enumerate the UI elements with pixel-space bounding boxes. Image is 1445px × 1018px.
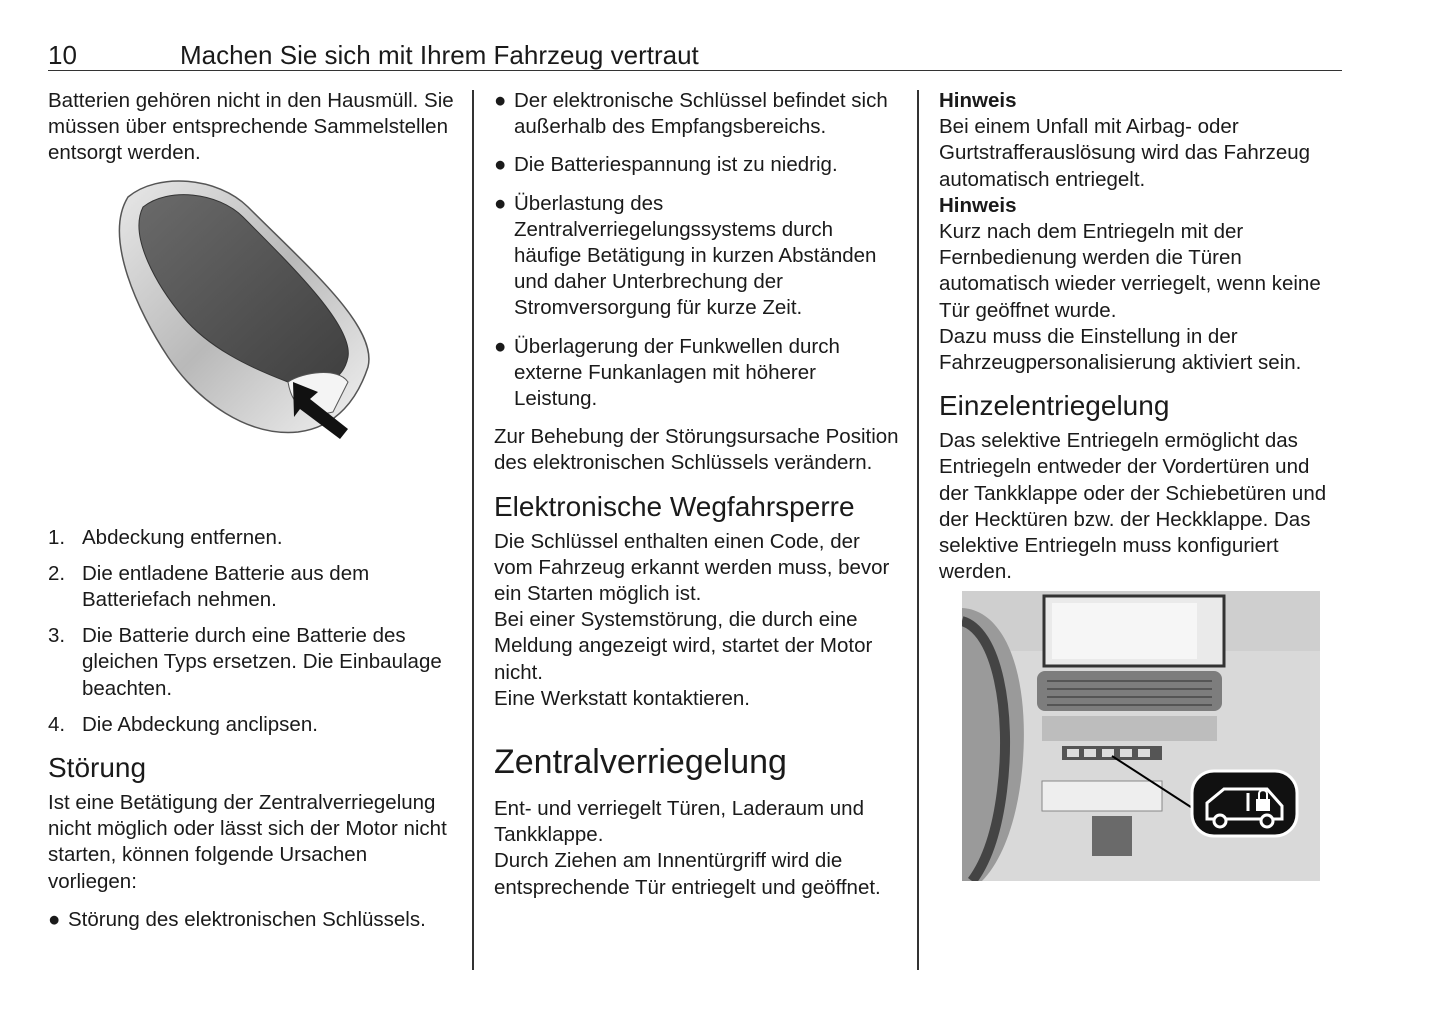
section-heading-zentralverriegelung: Zentralverriegelung [494, 743, 787, 782]
page-number: 10 [48, 40, 77, 70]
list-item: 2. Die entladene Batterie aus dem Batteriefach nehmen. [48, 561, 370, 612]
wegfahrsperre-text: Bei einer Systemstörung, die durch eine Meldung angezeigt wird, startet der Motor nicht. [494, 608, 873, 684]
column-right [939, 88, 1344, 881]
column-divider [917, 90, 919, 970]
hinweis-text: Bei einem Unfall mit Airbag- oder Gurtstrafferauslösung wird das Fahrzeug automatisch entriegelt. [939, 115, 1311, 191]
einzelentriegelung-text: Das selektive Entriegeln ermöglicht das Entriegeln entweder der Vordertüren und der Tankklappe oder der Schiebetüren und der Hecktüren bzw. der Heckklappe. Das selektive Entriegeln muss konfiguriert werden. [939, 429, 1327, 584]
wegfahrsperre-text: Eine Werkstatt kontaktieren. [494, 686, 750, 710]
stoerung-text: Ist eine Betätigung der Zentralverriegelung nicht möglich oder lässt sich der Motor nicht starten, können folgende Ursachen vorliegen: [48, 791, 447, 893]
list-item: ● Der elektronische Schlüssel befindet sich außerhalb des Empfangsbereichs. [494, 89, 888, 139]
column-middle [494, 88, 904, 901]
list-item: 1. Abdeckung entfernen. [48, 525, 283, 549]
zentralverriegelung-text: Ent- und verriegelt Türen, Laderaum und Tankklappe. [494, 797, 864, 847]
key-fob-illustration [48, 177, 458, 517]
column-divider [472, 90, 474, 970]
list-item: ● Störung des elektronischen Schlüssels. [48, 907, 426, 931]
dashboard-illustration [962, 591, 1320, 881]
section-heading-stoerung: Störung [48, 752, 147, 784]
list-item: 4. Die Abdeckung anclipsen. [48, 712, 318, 736]
section-heading-einzelentriegelung: Einzelentriegelung [939, 390, 1170, 422]
wegfahrsperre-text: Die Schlüssel enthalten einen Code, der vom Fahrzeug erkannt werden muss, bevor ein Starten möglich ist. [494, 529, 890, 606]
behebung-text: Zur Behebung der Störungsursache Position des elektronischen Schlüssels verändern. [494, 425, 899, 475]
list-item: 3. Die Batterie durch eine Batterie des gleichen Typs ersetzen. Die Einbaulage beachten. [48, 624, 442, 700]
column-left [48, 88, 458, 945]
page-header [48, 40, 1342, 71]
zentralverriegelung-text: Durch Ziehen am Innentürgriff wird die entsprechende Tür entriegelt und geöffnet. [494, 849, 881, 899]
hinweis-text: Kurz nach dem Entriegeln mit der Fernbedienung werden die Türen automatisch wieder verriegelt, wenn keine Tür geöffnet wurde. [939, 220, 1321, 322]
battery-disposal-text: Batterien gehören nicht in den Hausmüll. Sie müssen über entsprechende Sammelstellen entsorgt werden. [48, 89, 454, 165]
list-item: ● Überlastung des Zentralverriegelungssystems durch häufige Betätigung in kurzen Abständen und daher Unterbrechung der Stromversorgung für kurze Zeit. [494, 191, 877, 320]
section-heading-wegfahrsperre: Elektronische Wegfahrsperre [494, 490, 855, 522]
hinweis-text: Dazu muss die Einstellung in der Fahrzeugpersonalisierung aktiviert sein. [939, 324, 1302, 375]
page-title: Machen Sie sich mit Ihrem Fahrzeug vertraut [180, 40, 699, 70]
hinweis-label: Hinweis [939, 193, 1017, 217]
list-item: ● Die Batteriespannung ist zu niedrig. [494, 153, 838, 177]
list-item: ● Überlagerung der Funkwellen durch externe Funkanlagen mit höherer Leistung. [494, 334, 840, 411]
hinweis-label: Hinweis [939, 89, 1017, 112]
